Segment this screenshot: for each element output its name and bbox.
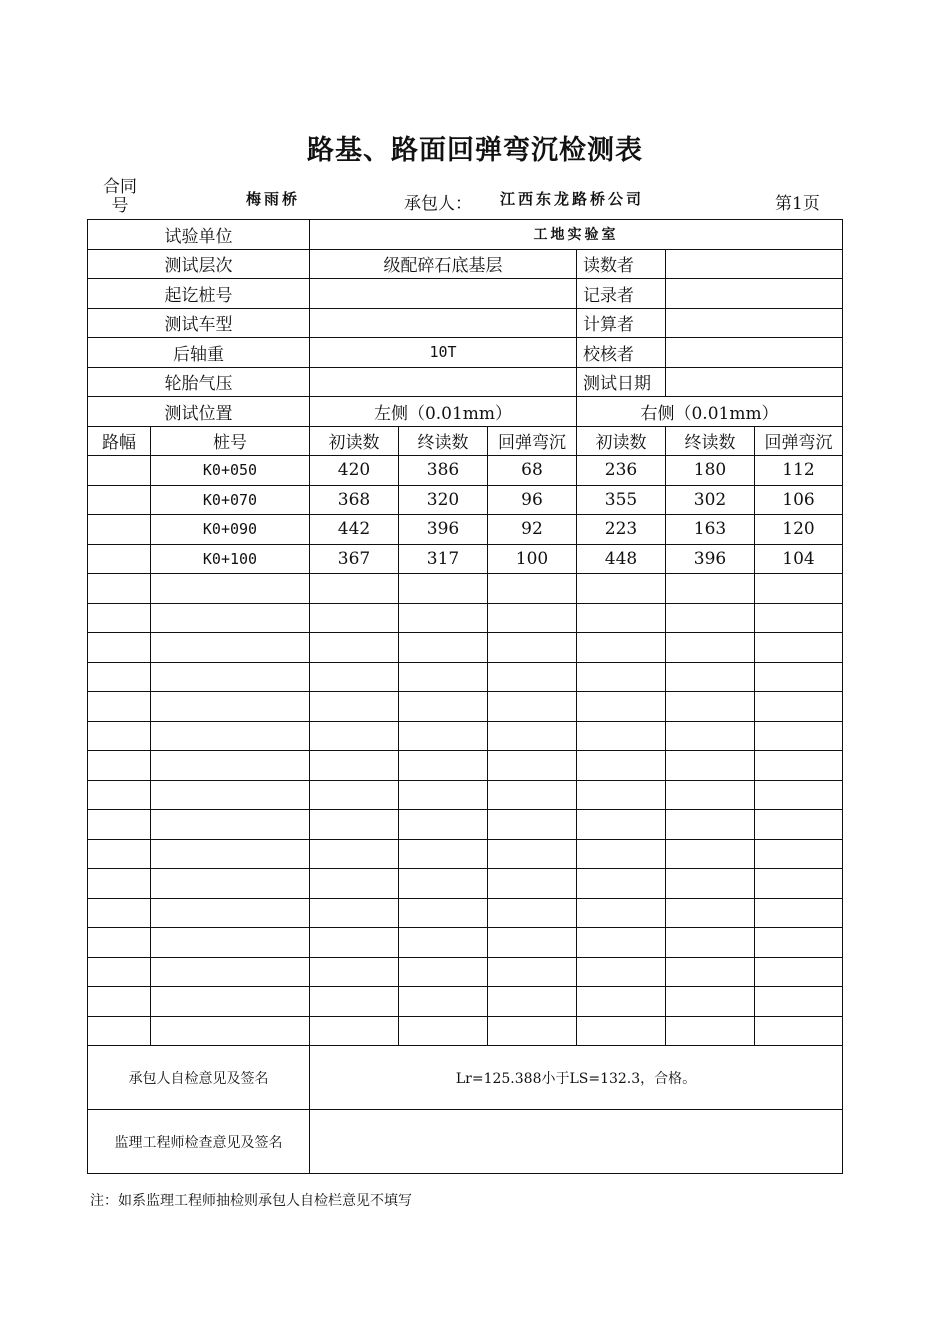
empty-cell <box>88 603 151 633</box>
empty-cell <box>151 633 310 663</box>
empty-cell <box>88 574 151 604</box>
cell-right-deflection: 112 <box>755 456 843 486</box>
contractor-value: 江西东龙路桥公司 <box>500 190 645 208</box>
date-value <box>666 367 843 397</box>
calculator-value <box>666 308 843 338</box>
cell-right-final: 163 <box>666 515 755 545</box>
empty-cell <box>488 987 577 1017</box>
empty-cell <box>755 928 843 958</box>
empty-cell <box>88 839 151 869</box>
page-number: 第1页 <box>775 194 820 214</box>
empty-cell <box>755 869 843 899</box>
empty-cell <box>577 1016 666 1046</box>
empty-cell <box>755 721 843 751</box>
empty-row <box>88 928 843 958</box>
cell-right-final: 302 <box>666 485 755 515</box>
empty-cell <box>666 662 755 692</box>
empty-cell <box>488 633 577 663</box>
empty-cell <box>488 751 577 781</box>
cell-left-deflection: 68 <box>488 456 577 486</box>
cell-left-final: 317 <box>399 544 488 574</box>
contract-label: 合同号 <box>103 177 137 216</box>
empty-cell <box>151 869 310 899</box>
col-header-left-final: 终读数 <box>399 426 488 456</box>
empty-row <box>88 869 843 899</box>
empty-cell <box>488 839 577 869</box>
empty-cell <box>666 839 755 869</box>
cell-left-initial: 442 <box>310 515 399 545</box>
self-check-label: 承包人自检意见及签名 <box>88 1046 310 1110</box>
cell-right-initial: 355 <box>577 485 666 515</box>
supervisor-row <box>88 1110 843 1174</box>
empty-cell <box>577 780 666 810</box>
col-header-left-deflection: 回弹弯沉 <box>488 426 577 456</box>
cell-left-deflection: 92 <box>488 515 577 545</box>
supervisor-label: 监理工程师检查意见及签名 <box>88 1110 310 1174</box>
empty-cell <box>666 869 755 899</box>
empty-cell <box>399 987 488 1017</box>
empty-cell <box>666 692 755 722</box>
empty-cell <box>151 957 310 987</box>
empty-row <box>88 839 843 869</box>
empty-cell <box>488 692 577 722</box>
empty-cell <box>310 721 399 751</box>
empty-cell <box>666 1016 755 1046</box>
empty-cell <box>577 810 666 840</box>
empty-cell <box>88 692 151 722</box>
date-label: 测试日期 <box>577 367 666 397</box>
empty-cell <box>399 898 488 928</box>
empty-row <box>88 987 843 1017</box>
empty-row <box>88 603 843 633</box>
empty-cell <box>577 721 666 751</box>
reader-value <box>666 249 843 279</box>
empty-cell <box>399 692 488 722</box>
empty-cell <box>755 633 843 663</box>
empty-cell <box>151 1016 310 1046</box>
empty-cell <box>310 633 399 663</box>
empty-cell <box>577 633 666 663</box>
cell-lane <box>88 515 151 545</box>
empty-cell <box>310 987 399 1017</box>
empty-cell <box>488 1016 577 1046</box>
table-row <box>88 515 843 545</box>
recorder-label: 记录者 <box>577 279 666 309</box>
position-label: 测试位置 <box>88 397 310 427</box>
cell-left-deflection: 100 <box>488 544 577 574</box>
empty-cell <box>488 898 577 928</box>
contract-value: 梅雨桥 <box>246 190 301 208</box>
empty-cell <box>488 869 577 899</box>
empty-cell <box>310 751 399 781</box>
empty-cell <box>310 662 399 692</box>
empty-cell <box>666 633 755 663</box>
empty-cell <box>488 603 577 633</box>
checker-label: 校核者 <box>577 338 666 368</box>
col-header-right-deflection: 回弹弯沉 <box>755 426 843 456</box>
self-check-value: Lr=125.388小于LS=132.3，合格。 <box>310 1046 843 1110</box>
empty-cell <box>88 869 151 899</box>
empty-cell <box>310 603 399 633</box>
contractor-label: 承包人： <box>404 194 472 214</box>
cell-right-deflection: 104 <box>755 544 843 574</box>
empty-cell <box>577 987 666 1017</box>
empty-cell <box>577 928 666 958</box>
empty-cell <box>151 928 310 958</box>
empty-cell <box>88 957 151 987</box>
empty-cell <box>88 987 151 1017</box>
empty-cell <box>488 810 577 840</box>
empty-cell <box>151 721 310 751</box>
col-header-left-initial: 初读数 <box>310 426 399 456</box>
cell-left-final: 320 <box>399 485 488 515</box>
empty-cell <box>88 810 151 840</box>
empty-cell <box>88 780 151 810</box>
cell-lane <box>88 456 151 486</box>
empty-cell <box>755 692 843 722</box>
test-unit-label: 试验单位 <box>88 220 310 250</box>
empty-cell <box>399 869 488 899</box>
empty-cell <box>399 1016 488 1046</box>
empty-cell <box>151 751 310 781</box>
empty-row <box>88 810 843 840</box>
empty-cell <box>310 898 399 928</box>
cell-left-deflection: 96 <box>488 485 577 515</box>
cell-left-final: 396 <box>399 515 488 545</box>
empty-row <box>88 574 843 604</box>
empty-cell <box>666 751 755 781</box>
empty-cell <box>488 662 577 692</box>
cell-left-initial: 420 <box>310 456 399 486</box>
cell-right-deflection: 106 <box>755 485 843 515</box>
empty-cell <box>310 692 399 722</box>
cell-station: K0+100 <box>151 544 310 574</box>
empty-cell <box>151 574 310 604</box>
empty-cell <box>666 780 755 810</box>
layer-value: 级配碎石底基层 <box>310 249 577 279</box>
station-value <box>310 279 577 309</box>
empty-cell <box>310 810 399 840</box>
empty-cell <box>666 928 755 958</box>
col-header-lane: 路幅 <box>88 426 151 456</box>
empty-cell <box>151 780 310 810</box>
empty-cell <box>488 574 577 604</box>
empty-cell <box>577 692 666 722</box>
cell-station: K0+050 <box>151 456 310 486</box>
empty-cell <box>755 898 843 928</box>
empty-cell <box>151 987 310 1017</box>
self-check-row <box>88 1046 843 1110</box>
empty-cell <box>399 574 488 604</box>
empty-row <box>88 633 843 663</box>
empty-cell <box>488 721 577 751</box>
table-row <box>88 485 843 515</box>
empty-cell <box>488 957 577 987</box>
cell-right-initial: 223 <box>577 515 666 545</box>
col-header-right-final: 终读数 <box>666 426 755 456</box>
empty-cell <box>399 810 488 840</box>
empty-cell <box>310 957 399 987</box>
col-header-station: 桩号 <box>151 426 310 456</box>
cell-left-initial: 368 <box>310 485 399 515</box>
empty-cell <box>755 987 843 1017</box>
vehicle-label: 测试车型 <box>88 308 310 338</box>
empty-cell <box>399 928 488 958</box>
tire-value <box>310 367 577 397</box>
empty-cell <box>755 810 843 840</box>
cell-lane <box>88 544 151 574</box>
empty-cell <box>755 751 843 781</box>
empty-cell <box>666 603 755 633</box>
empty-cell <box>88 751 151 781</box>
empty-cell <box>88 1016 151 1046</box>
empty-cell <box>755 1016 843 1046</box>
empty-cell <box>666 810 755 840</box>
empty-cell <box>755 839 843 869</box>
empty-cell <box>88 928 151 958</box>
empty-cell <box>88 633 151 663</box>
table-row <box>88 456 843 486</box>
empty-cell <box>399 957 488 987</box>
cell-station: K0+070 <box>151 485 310 515</box>
layer-label: 测试层次 <box>88 249 310 279</box>
empty-cell <box>577 662 666 692</box>
empty-cell <box>577 751 666 781</box>
empty-row <box>88 692 843 722</box>
empty-cell <box>666 987 755 1017</box>
cell-station: K0+090 <box>151 515 310 545</box>
recorder-value <box>666 279 843 309</box>
empty-row <box>88 898 843 928</box>
empty-cell <box>399 603 488 633</box>
empty-cell <box>310 869 399 899</box>
empty-cell <box>399 662 488 692</box>
tire-label: 轮胎气压 <box>88 367 310 397</box>
empty-cell <box>755 662 843 692</box>
empty-cell <box>151 603 310 633</box>
empty-cell <box>577 898 666 928</box>
empty-row <box>88 1016 843 1046</box>
empty-cell <box>666 721 755 751</box>
empty-cell <box>399 839 488 869</box>
empty-cell <box>151 662 310 692</box>
empty-cell <box>666 898 755 928</box>
empty-cell <box>399 751 488 781</box>
empty-cell <box>399 633 488 663</box>
empty-cell <box>577 839 666 869</box>
left-side-header: 左侧（0.01mm） <box>310 397 577 427</box>
empty-cell <box>310 574 399 604</box>
axle-label: 后轴重 <box>88 338 310 368</box>
empty-cell <box>577 957 666 987</box>
cell-right-initial: 448 <box>577 544 666 574</box>
empty-cell <box>488 928 577 958</box>
cell-right-deflection: 120 <box>755 515 843 545</box>
empty-cell <box>88 898 151 928</box>
empty-cell <box>310 780 399 810</box>
cell-right-final: 396 <box>666 544 755 574</box>
col-header-right-initial: 初读数 <box>577 426 666 456</box>
empty-cell <box>151 810 310 840</box>
empty-cell <box>755 603 843 633</box>
cell-lane <box>88 485 151 515</box>
empty-row <box>88 751 843 781</box>
deflection-table <box>87 219 843 1174</box>
empty-cell <box>488 780 577 810</box>
empty-cell <box>88 721 151 751</box>
empty-cell <box>577 574 666 604</box>
empty-cell <box>755 780 843 810</box>
empty-cell <box>666 574 755 604</box>
empty-cell <box>755 957 843 987</box>
empty-cell <box>755 574 843 604</box>
page-title: 路基、路面回弹弯沉检测表 <box>307 135 643 166</box>
footnote: 注：如系监理工程师抽检则承包人自检栏意见不填写 <box>90 1193 412 1209</box>
empty-row <box>88 721 843 751</box>
empty-row <box>88 957 843 987</box>
empty-cell <box>310 1016 399 1046</box>
empty-cell <box>151 692 310 722</box>
calculator-label: 计算者 <box>577 308 666 338</box>
empty-row <box>88 662 843 692</box>
station-label: 起讫桩号 <box>88 279 310 309</box>
empty-row <box>88 780 843 810</box>
empty-cell <box>666 957 755 987</box>
empty-cell <box>577 603 666 633</box>
vehicle-value <box>310 308 577 338</box>
test-unit-value: 工地实验室 <box>310 220 843 250</box>
empty-cell <box>310 928 399 958</box>
table-row <box>88 544 843 574</box>
reader-label: 读数者 <box>577 249 666 279</box>
cell-right-initial: 236 <box>577 456 666 486</box>
cell-right-final: 180 <box>666 456 755 486</box>
empty-cell <box>88 662 151 692</box>
empty-cell <box>151 839 310 869</box>
empty-cell <box>151 898 310 928</box>
empty-cell <box>310 839 399 869</box>
supervisor-value <box>310 1110 843 1174</box>
cell-left-initial: 367 <box>310 544 399 574</box>
empty-cell <box>399 780 488 810</box>
column-header-row <box>88 426 843 456</box>
right-side-header: 右侧（0.01mm） <box>577 397 843 427</box>
empty-cell <box>399 721 488 751</box>
cell-left-final: 386 <box>399 456 488 486</box>
axle-value: 10T <box>310 338 577 368</box>
empty-cell <box>577 869 666 899</box>
checker-value <box>666 338 843 368</box>
